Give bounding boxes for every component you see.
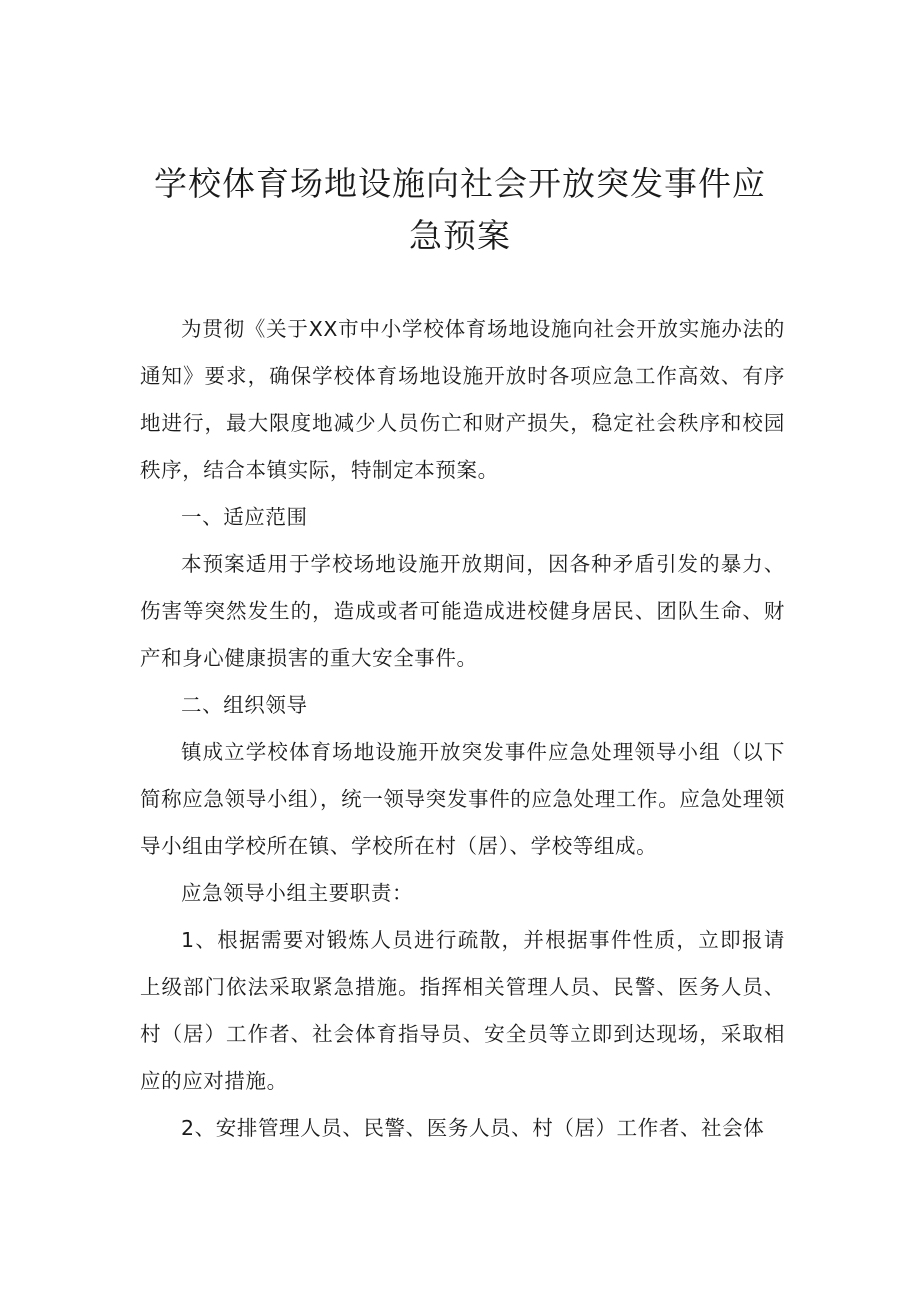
title-line-2: 急预案	[409, 216, 511, 255]
section-heading-organization: 二、组织领导	[181, 693, 308, 717]
duties-heading: 应急领导小组主要职责：	[181, 881, 414, 905]
section-heading-scope: 一、适应范围	[181, 505, 308, 529]
organization-paragraph: 镇成立学校体育场地设施开放突发事件应急处理领导小组（以下简称应急领导小组），统一领导突发事件的应急处理工作。应急处理领导小组由学校所在镇、学校所在村（居）、学校等组成。	[140, 740, 785, 858]
title-line-1: 学校体育场地设施向社会开放突发事件应	[154, 164, 766, 203]
duty-item-2: 2、安排管理人员、民警、医务人员、村（居）工作者、社会体	[181, 1116, 765, 1140]
duty-item-1: 1、根据需要对锻炼人员进行疏散，并根据事件性质，立即报请上级部门依法采取紧急措施。指挥相关管理人员、民警、医务人员、村（居）工作者、社会体育指导员、安全员等立即到达现场，采取相应的应对措施。	[140, 928, 785, 1093]
document-title	[130, 158, 790, 262]
intro-paragraph: 为贯彻《关于XX市中小学校体育场地设施向社会开放实施办法的通知》要求，确保学校体育场地设施开放时各项应急工作高效、有序地进行，最大限度地减少人员伤亡和财产损失，稳定社会秩序和校园秩序，结合本镇实际，特制定本预案。	[140, 317, 785, 482]
scope-paragraph: 本预案适用于学校场地设施开放期间，因各种矛盾引发的暴力、伤害等突然发生的，造成或者可能造成进校健身居民、团队生命、财产和身心健康损害的重大安全事件。	[140, 552, 785, 670]
document-body	[140, 306, 785, 1152]
